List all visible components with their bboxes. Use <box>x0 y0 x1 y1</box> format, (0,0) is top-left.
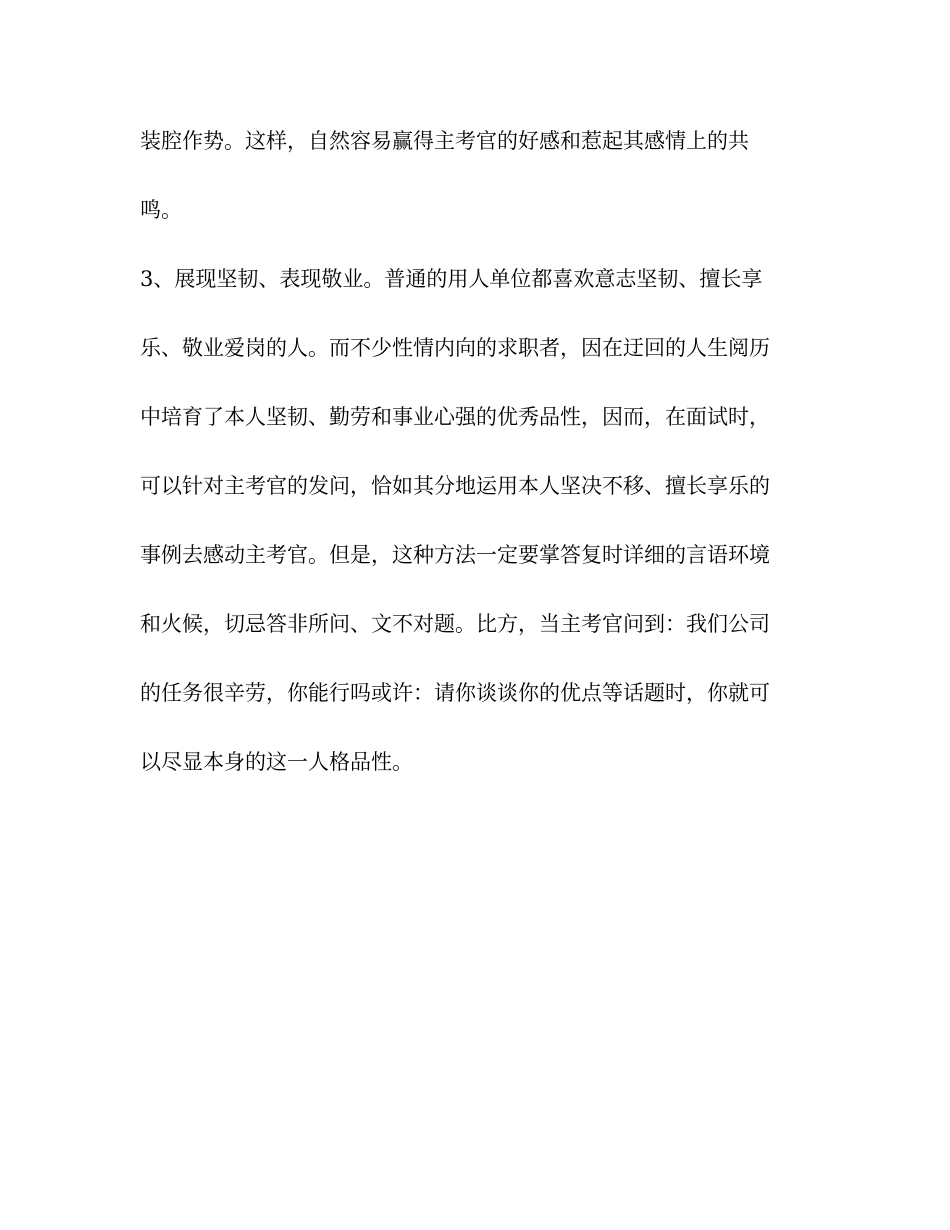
text-line-4: 乐、敬业爱岗的人。而不少性情内向的求职者，因在迂回的人生阅历 <box>140 336 770 360</box>
text-line-10: 以尽显本身的这一人格品性。 <box>140 750 413 774</box>
text-line-6: 可以针对主考官的发问，恰如其分地运用本人坚决不移、擅长享乐的 <box>140 474 770 498</box>
text-line-7: 事例去感动主考官。但是，这种方法一定要掌答复时详细的言语环境 <box>140 543 770 567</box>
text-line-9: 的任务很辛劳，你能行吗或许：请你谈谈你的优点等话题时，你就可 <box>140 681 770 705</box>
text-line-5: 中培育了本人坚韧、勤劳和事业心强的优秀品性，因而，在面试时， <box>140 405 770 429</box>
text-line-2: 鸣。 <box>140 198 182 222</box>
body-text <box>140 118 810 808</box>
text-line-8: 和火候，切忌答非所问、文不对题。比方，当主考官问到：我们公司 <box>140 612 770 636</box>
text-line-3: 3、展现坚韧、表现敬业。普通的用人单位都喜欢意志坚韧、擅长享 <box>140 267 763 291</box>
text-line-1: 装腔作势。这样，自然容易赢得主考官的好感和惹起其感情上的共 <box>140 129 749 153</box>
